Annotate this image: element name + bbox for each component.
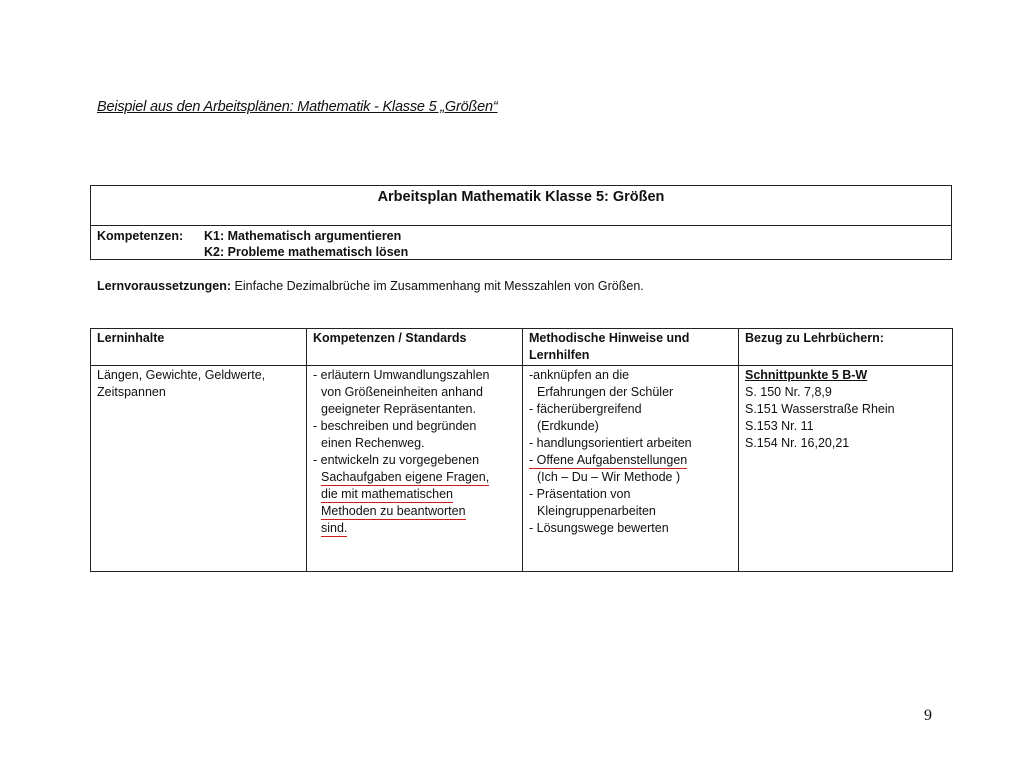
- kompetenz-k1: K1: Mathematisch argumentieren: [204, 229, 402, 243]
- lernvoraussetzungen-label: Lernvoraussetzungen:: [97, 279, 232, 293]
- cell-line: (Erdkunde): [537, 419, 599, 433]
- cell-line-underlined: [529, 452, 732, 469]
- textbook-title: Schnittpunkte 5 B-W: [745, 368, 868, 382]
- page-number: 9: [924, 707, 932, 724]
- cell-line: S.153 Nr. 11: [745, 419, 814, 433]
- cell-line: Kleingruppenarbeiten: [537, 504, 656, 518]
- cell-line-underlined: [313, 469, 516, 486]
- cell-line: S. 150 Nr. 7,8,9: [745, 385, 832, 399]
- cell-line: geeigneter Repräsentanten.: [321, 402, 476, 416]
- cell-line: Erfahrungen der Schüler: [537, 385, 674, 399]
- cell-line: S.151 Wasserstraße Rhein: [745, 402, 895, 416]
- red-underline-text: - Offene Aufgabenstellungen: [529, 453, 688, 467]
- cell-line: - handlungsorientiert arbeiten: [529, 436, 692, 450]
- page-heading: Beispiel aus den Arbeitsplänen: Mathematik - Klasse 5 „Größen“: [97, 99, 498, 115]
- cell-line: einen Rechenweg.: [321, 436, 425, 450]
- cell-line: - erläutern Umwandlungszahlen: [313, 368, 490, 382]
- cell-line: - Lösungswege bewerten: [529, 521, 669, 535]
- cell-line: - Präsentation von: [529, 487, 631, 501]
- header-lehrbuecher: Bezug zu Lehrbüchern:: [739, 329, 953, 366]
- cell-kompetenzen: [307, 366, 523, 572]
- header-kompetenzen: Kompetenzen / Standards: [307, 329, 523, 366]
- cell-line: (Ich – Du – Wir Methode ): [537, 470, 681, 484]
- cell-lerninhalte: [91, 366, 307, 572]
- red-underline-text: die mit mathematischen: [321, 487, 454, 501]
- arbeitsplan-table: [90, 328, 953, 572]
- cell-line-underlined: [313, 486, 516, 503]
- cell-methodik: [523, 366, 739, 572]
- table-header-row: [91, 329, 953, 366]
- plan-title: Arbeitsplan Mathematik Klasse 5: Größen: [377, 189, 665, 205]
- cell-line: S.154 Nr. 16,20,21: [745, 436, 850, 450]
- cell-line-underlined: [313, 520, 516, 537]
- table-row: [91, 366, 953, 572]
- cell-line: von Größeneinheiten anhand: [321, 385, 483, 399]
- cell-line: - entwickeln zu vorgegebenen: [313, 453, 480, 467]
- red-underline-text: sind.: [321, 521, 348, 535]
- lernvoraussetzungen-text: Einfache Dezimalbrüche im Zusammenhang mit Messzahlen von Größen.: [231, 279, 644, 293]
- header-lerninhalte: Lerninhalte: [91, 329, 307, 366]
- cell-line: Zeitspannen: [97, 385, 166, 399]
- cell-lehrbuecher: [739, 366, 953, 572]
- cell-line: - fächerübergreifend: [529, 402, 642, 416]
- cell-line: Längen, Gewichte, Geldwerte,: [97, 368, 266, 382]
- red-underline-text: Sachaufgaben eigene Fragen,: [321, 470, 490, 484]
- lernvoraussetzungen: [97, 279, 644, 293]
- plan-divider: [91, 225, 951, 226]
- kompetenzen-label: Kompetenzen:: [97, 229, 184, 243]
- cell-line: -anknüpfen an die: [529, 368, 630, 382]
- kompetenz-k2: K2: Probleme mathematisch lösen: [204, 245, 409, 259]
- cell-line: - beschreiben und begründen: [313, 419, 477, 433]
- plan-header-box: [90, 185, 952, 260]
- cell-line-underlined: [313, 503, 516, 520]
- red-underline-text: Methoden zu beantworten: [321, 504, 466, 518]
- header-methodik: Methodische Hinweise und Lernhilfen: [523, 329, 739, 366]
